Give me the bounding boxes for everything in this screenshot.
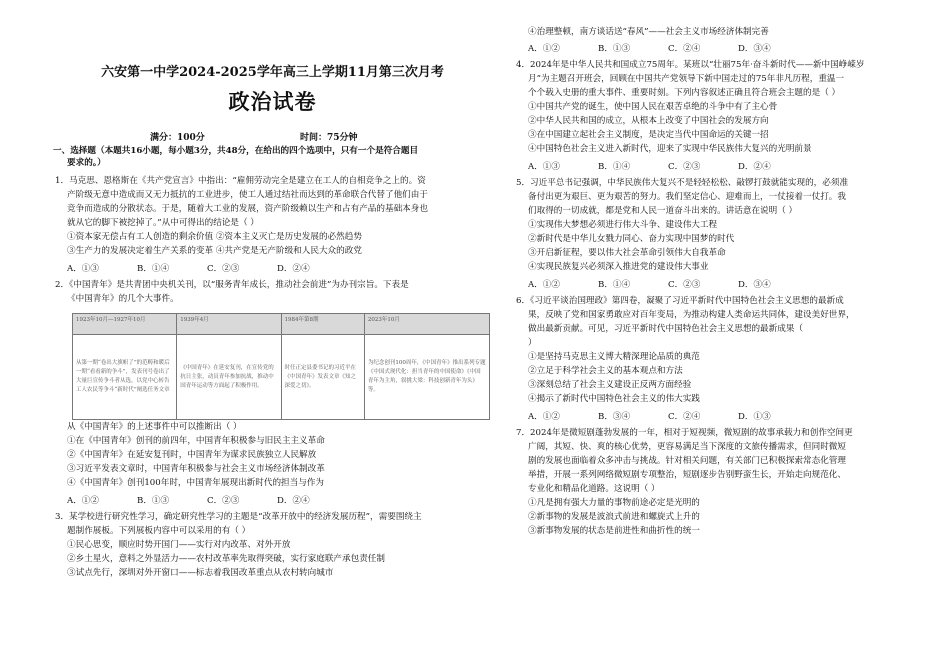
table-cell: 从第一期“卷出大旗帜了”的范畴和暖后一期“看看新的争斗”，发表刊号卷出了大量巨宣传争斗者从选，以党中心转告工人农民等争斗“新时代”阐选任务文章 — [73, 335, 177, 420]
q6-option-b[interactable]: B．③④ — [598, 412, 631, 422]
q2-option-c[interactable]: C．②③ — [207, 496, 240, 506]
q6-option-d[interactable]: D．①③ — [738, 412, 771, 422]
q6-statement: ③深刻总结了社会主义建设正反两方面经验 — [528, 380, 692, 390]
q4-option-a[interactable]: A．①③ — [528, 162, 560, 172]
q5-statement: ①实现伟大梦想必须进行伟大斗争、建设伟大工程 — [528, 220, 718, 230]
q2-statement: ④《中国青年》创刊100年时，中国青年展现出新时代的担当与作为 — [67, 478, 325, 488]
q3-option-a[interactable]: A．①② — [528, 44, 560, 54]
q2-stem: 从《中国青年》的上述事件中可以推断出（ ） — [67, 422, 242, 432]
q5-line: 备付出更为艰巨、更为艰苦的努力。我们坚定信心、迎难而上，一仗接着一仗打。我 — [528, 192, 846, 202]
q1-line: 1．马克思、恩格斯在《共产党宣言》中指出：“雇佣劳动完全是建立在工人的自相竞争之上的。资 — [55, 176, 426, 186]
q4-line: 4．2024年是中华人民共和国成立75周年。某班以“壮丽75年·奋斗新时代——新中国峥嵘岁 — [516, 60, 865, 70]
q5-statement: ④实现民族复兴必须深入推进党的建设伟大事业 — [528, 262, 709, 272]
q5-line: 们取得的一切成就，都是党和人民一道奋斗出来的。讲话意在说明（ ） — [528, 206, 798, 216]
q5-options — [528, 278, 808, 290]
table-header: 1984年第8期 — [281, 314, 364, 335]
q6-statement: ②立足于科学社会主义的基本观点和方法 — [528, 366, 683, 376]
q1-options — [67, 262, 347, 274]
q1-statement: ①资本家无偿占有工人创造的剩余价值 ②资本主义灭亡是历史发展的必然趋势 — [67, 232, 362, 242]
q4-line: 月”为主题召开班会，回顾在中国共产党领导下新中国走过的75年非凡历程，重温一 — [528, 74, 845, 84]
q7-statement: ①凡是拥有强大力量的事物前途必定是光明的 — [528, 498, 700, 508]
q4-options — [528, 160, 808, 172]
q3-options — [528, 42, 808, 54]
q2-option-a[interactable]: A．①② — [67, 496, 99, 506]
q7-line: 剧的发展也面临着众多冲击与挑战。针对相关问题，有关部门已积极探索常态化管理 — [528, 456, 846, 466]
q2-option-b[interactable]: B．①③ — [137, 496, 170, 506]
q2-statement: ②《中国青年》在延安复刊时，中国青年为谋求民族独立人民解放 — [67, 450, 317, 460]
q6-option-a[interactable]: A．①② — [528, 412, 560, 422]
q5-line: 5．习近平总书记强调，中华民族伟大复兴不是轻轻松松、敲锣打鼓就能实现的，必须准 — [516, 178, 849, 188]
q2-statement: ①在《中国青年》创刊的前四年，中国青年积极参与旧民主主义革命 — [67, 436, 325, 446]
table-cell: 时任正定县委书记的习近平在《中国青年》发表文章《知之深爱之切》。 — [281, 335, 364, 420]
events-table — [72, 313, 490, 420]
q6-options — [528, 410, 808, 422]
q7-statement: ②新事物的发展是波浪式前进和螺旋式上升的 — [528, 512, 700, 522]
q4-statement: ④中国特色社会主义进入新时代，迎来了实现中华民族伟大复兴的光明前景 — [528, 144, 812, 154]
q6-line: 做出最新贡献。可见，习近平新时代中国特色社会主义思想的最新成果（ — [528, 324, 804, 334]
table-header: 2023年10月 — [364, 314, 489, 335]
q5-statement: ②新时代是中华儿女戮力同心、奋力实现中国梦的时代 — [528, 234, 735, 244]
q1-option-c[interactable]: C．②③ — [207, 264, 240, 274]
q2-line: 2．《中国青年》是共青团中央机关刊，以“服务青年成长，推动社会前进”为办刊宗旨。下表是 — [55, 280, 409, 290]
q5-option-d[interactable]: D．③④ — [738, 280, 771, 290]
q5-option-a[interactable]: A．①② — [528, 280, 560, 290]
q6-statement: ④揭示了新时代中国特色社会主义的伟大实践 — [528, 394, 700, 404]
q3-statement: ③试点先行，深圳对外开窗口——标志着我国改革重点从农村转向城市 — [67, 568, 334, 578]
table-header: 1923年10月—1927年10月 — [73, 314, 177, 335]
q5-option-b[interactable]: B．①④ — [598, 280, 631, 290]
q4-option-b[interactable]: B．①④ — [598, 162, 631, 172]
table-cell: 为纪念创刊100周年，《中国青年》推出系列专题《中国式现代化：担当青年的中国使命》《中国青年为主角，叙挑大梁：科技创新青年为头》等。 — [364, 335, 489, 420]
q5-option-c[interactable]: C．②③ — [668, 280, 701, 290]
q7-statement: ③新事物发展的状态是前进性和曲折性的统一 — [528, 526, 700, 536]
q3-statement: ④治理整顿，南方谈话送“春风”——社会主义市场经济体制完善 — [528, 27, 769, 37]
q6-line: ） — [528, 338, 537, 348]
section-heading-cont: 要求的。） — [67, 158, 106, 168]
q3-line: 3．某学校进行研究性学习，确定研究性学习的主题是“改革开放中的经济发展历程”，需要围绕主 — [55, 512, 422, 522]
q1-option-d[interactable]: D．②④ — [277, 264, 310, 274]
q3-statement: ①民心思变，顺应时势开国门——实行对内改革、对外开放 — [67, 540, 291, 550]
q5-statement: ③开启新征程，要以伟大社会革命引领伟大自我革命 — [528, 248, 726, 258]
q4-statement: ①中国共产党的诞生，使中国人民在艰苦卓绝的斗争中有了主心骨 — [528, 102, 778, 112]
q1-statement: ③生产力的发展决定着生产关系的变革 ④共产党是无产阶级和人民大众的政党 — [67, 246, 362, 256]
subject-title: 政治试卷 — [228, 89, 317, 114]
q7-line: 7．2024年是微短剧蓬勃发展的一年，相对于短视频，微短剧的故事承载力和创作空间更 — [516, 428, 853, 438]
q3-option-c[interactable]: C．②④ — [668, 44, 701, 54]
q1-option-b[interactable]: B．①④ — [137, 264, 170, 274]
section-heading: 一、选择题（本题共16小题，每小题3分，共48分，在给出的四个选项中，只有一个是符合题目 — [53, 146, 419, 156]
q6-statement: ①是坚持马克思主义博大精深理论品质的典范 — [528, 352, 700, 362]
q7-line: 举措，开展一系列网络微短剧专项整治，短剧逐步告别野蛮生长，开始走向规范化、 — [528, 470, 846, 480]
q4-statement: ②中华人民共和国的成立，从根本上改变了中国社会的发展方向 — [528, 116, 769, 126]
exam-time: 时间：75分钟 — [300, 133, 358, 143]
q6-line: 6．《习近平谈治国理政》第四卷，凝聚了习近平新时代中国特色社会主义思想的最新成 — [516, 296, 844, 306]
total-score: 满分：100分 — [150, 133, 205, 143]
q1-line: 就从它的脚下被挖掉了。”从中可得出的结论是（ ） — [67, 218, 259, 228]
table-header: 1939年4月 — [177, 314, 281, 335]
table-cell: 《中国青年》在延安复刊，在宣传党的抗日主张，动员青年参加抗战，推动中国青年运动等方面起了积极作用。 — [177, 335, 281, 420]
q2-statement: ③习近平发表文章时，中国青年积极参与社会主义市场经济体制改革 — [67, 464, 325, 474]
q1-option-a[interactable]: A．①③ — [67, 264, 99, 274]
q3-line: 题制作展板。下列展板内容中可以采用的有（ ） — [67, 526, 251, 536]
q2-option-d[interactable]: D．②④ — [277, 496, 310, 506]
exam-title: 六安第一中学2024-2025学年高三上学期11月第三次月考 — [101, 65, 444, 80]
q4-option-c[interactable]: C．②③ — [668, 162, 701, 172]
q3-option-d[interactable]: D．③④ — [738, 44, 771, 54]
q6-option-c[interactable]: C．②④ — [668, 412, 701, 422]
q1-line: 竞争而造成的分散状态。于是，随着大工业的发展，资产阶级赖以生产和占有产品的基础本身也 — [67, 204, 428, 214]
q2-options — [67, 494, 347, 506]
q2-line: 《中国青年》的几个大事件。 — [67, 294, 179, 304]
q3-statement: ②乡土星火，意料之外显活力——农村改革率先取得突破，实行家庭联产承包责任制 — [67, 554, 385, 564]
q4-line: 个个载入史册的重大事件、重要时刻。下列内容叙述正确且符合班会主题的是（ ） — [528, 88, 841, 98]
q4-option-d[interactable]: D．②④ — [738, 162, 771, 172]
q4-statement: ③在中国建立起社会主义制度，是决定当代中国命运的关键一招 — [528, 130, 769, 140]
q7-line: 广阔，其短、快、爽的核心优势，更容易满足当下深度的文旅传播需求，但同时微短 — [528, 442, 846, 452]
q1-line: 产阶级无意中造成而又无力抵抗的工业进步，使工人通过结社而达到的革命联合代替了他们由于 — [67, 190, 428, 200]
q7-line: 专业化和精品化道路。这说明（ ） — [528, 484, 660, 494]
q3-option-b[interactable]: B．①③ — [598, 44, 631, 54]
q6-line: 果，反映了党和国家勇敢应对百年变局，为推动构建人类命运共同体，建设美好世界， — [528, 310, 855, 320]
